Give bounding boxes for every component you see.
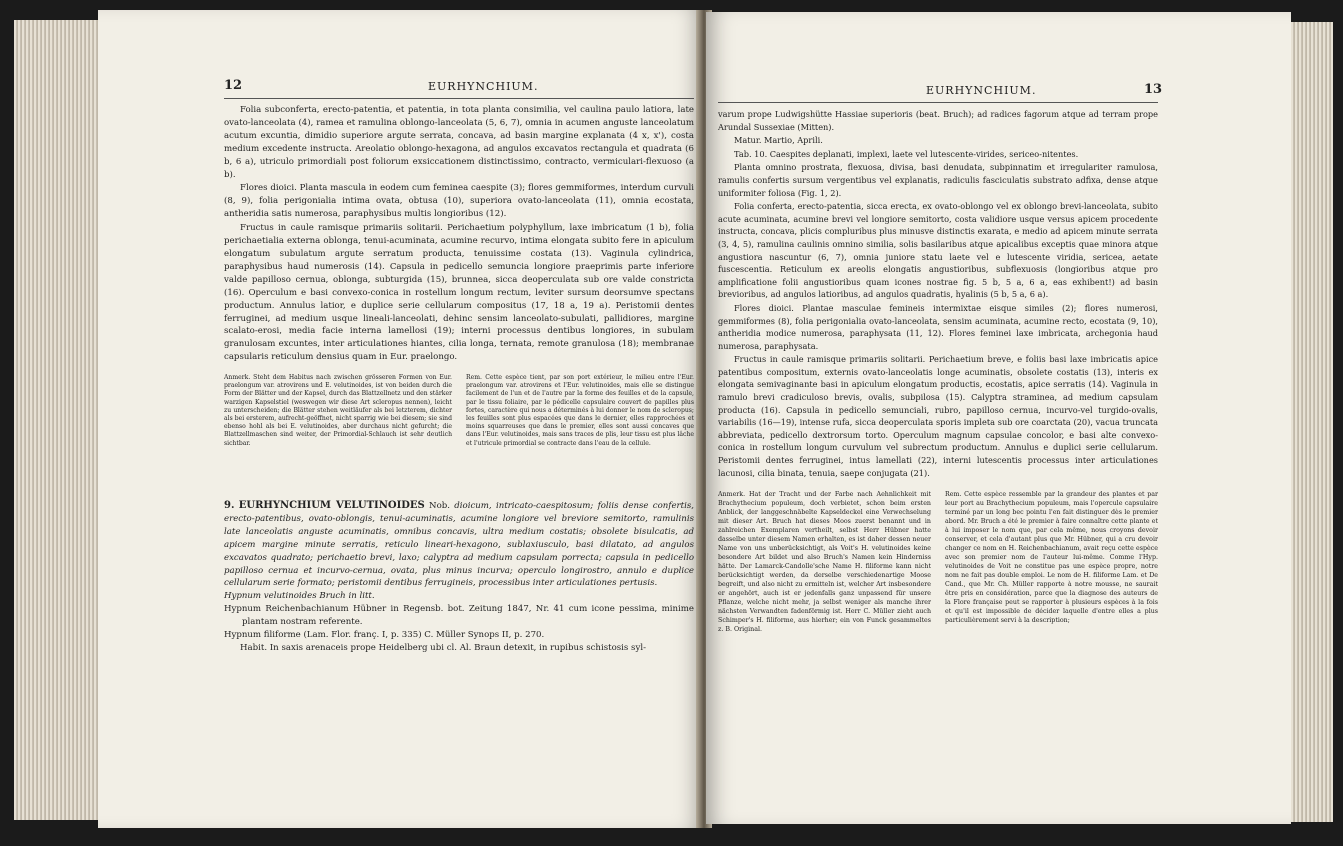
page-number-right: 13: [1144, 82, 1163, 97]
running-head-left: EURHYNCHIUM.: [428, 80, 539, 93]
note-french-left: Rem. Cette espèce tient, par son port extérieur, le milieu entre l'Eur. praelongum var. atrovirens et l'Eur. velutinoides, mais elle se distingue facilement de l'un et de l'autre par la forme des feuilles et de la capsule, par le tissu foliaire, par le pédicelle capsulaire couvert de papilles plus fortes, caractère qui nous a déterminés à lui donner le nom de scleropus; les feuilles sont plus espacées que dans le dernier, elles rapprochées et moins squarreuses que dans le premier, elles sont aussi concaves que dans l'Eur. velutinoides, mais sans traces de plis, leur tissu est plus lâche et l'utricule primordial se contracte dans l'eau de la cellule.: [466, 374, 694, 447]
paragraph-fructus-right: Fructus in caule ramisque primariis solitarii. Perichaetium breve, e foliis basi laxe imbricatis apice patentibus compositum, externis ovato-lanceolatis longe acuminatis, obsolete costatis (13), interis ex elongata semivaginante basi in apiculum elongatum productis, ecostatis, apice serratis (14). Vaginula in ramulo brevi cradiculoso brevis, ovalis, subpilosa (15). Calyptra straminea, ad medium capsulam producta (16). Capsula in pedicello semunciali, rubro, papilloso cernua, incurvo-vel turgido-ovalis, variabilis (16—19), intense rufa, sicca deoperculata sporis impleta sub ore coarctata (20), vacua truncata abbreviata, pedicello dextrorsum torto. Operculum magnum capsulae concolor, e basi alte convexo-conica in rostellum longum curvulum vel subrectum productum. Annulus e duplici serie cellularum. Peristomii dentes ferruginei, intus lamellati (22), interni lutescentis processus inter articulationes lacunosi, cilia binata, tenuia, saepe conjugata (21).: [718, 354, 1158, 478]
left-main-text: [224, 104, 694, 365]
page-number-left: 12: [224, 78, 243, 93]
species-author: Nob.: [429, 501, 450, 511]
right-notes: [718, 490, 1158, 790]
paragraph-folia-right: Folia conferta, erecto-patentia, sicca erecta, ex ovato-oblongo vel ex oblongo brevi-lanceolata, subito acute acuminata, acumine brevi vel longiore semitorto, costa validiore usque versus apicem procedente instructa, concava, plicis compluribus plus minusve distinctis exarata, e medio ad apicem minute serrata (3, 4, 5), ramulina caulinis omnino similia, solis basilaribus atque apicalibus exceptis quae minora atque angustiora nascuntur (6, 7), omnia juniore statu laete vel e lutescente viridia, sericea, aetate fuscescentia. Reticulum ex areolis elongatis angustioribus, subflexuosis (longioribus atque pro amplificatione folii angustioribus quam icones nostrae fig. 5 b, 5 a, 6 a, eas exhibent!) ad basin brevioribus, ad angulos latioribus, ad angulos quadratis, hyalinis (5 b, 5 a, 6 a).: [718, 201, 1158, 300]
paragraph-flores: Flores dioici. Planta mascula in eodem cum feminea caespite (3); flores gemmiformes, interdum curvuli (8, 9), folia perigonialia intima ovata, obtusa (10), superiora ovato-lanceolata (11), omnia ecostata, antheridia satis numerosa, paraphysibus multis longioribus (12).: [224, 183, 694, 220]
paragraph-folia: Folia subconferta, erecto-patentia, et patentia, in tota planta consimilia, vel caulina paulo latiora, late ovato-lanceolata (4), ramea et ramulina oblongo-lanceolata (5, 6, 7), omnia in acumen anguste lanceolatum acutum excuntia, dimidio superiore argute serrata, concava, ad basin margine explanata (4 x, x'), costa medium excedente instructa. Areolatio oblongo-hexagona, ad angulos excavatos rectangula et quadrata (6 b, 6 a), utriculo primordiali post foliorum exsiccationem distinctissimo, contracto, vermiculari-flexuoso (a b).: [224, 105, 694, 180]
species-number: 9.: [224, 500, 235, 511]
synonym-3: Hypnum filiforme (Lam. Flor. franç. I, p. 335) C. Müller Synops II, p. 270.: [224, 630, 545, 641]
paragraph-planta: Planta omnino prostrata, flexuosa, divisa, basi denudata, subpinnatim et irregulariter ramulosa, ramulis confertis sursum vergentibus vel explanatis, radiculis fasciculatis substrato adfixa, dense atque uniformiter foliosa (Fig. 1, 2).: [718, 162, 1158, 198]
synonym-2: Hypnum Reichenbachianum Hübner in Regensb. bot. Zeitung 1847, Nr. 41 cum icone pessima, minime plantam nostram referente.: [224, 604, 694, 628]
paragraph-habitat-cont: varum prope Ludwigshütte Hassiae superioris (beat. Bruch); ad radices fagorum atque ad terram prope Arundal Sussexiae (Mitten).: [718, 109, 1158, 132]
left-page: [98, 10, 703, 828]
book-page-edges-left: [14, 20, 104, 820]
species-name: EURHYNCHIUM VELUTINOIDES: [238, 500, 425, 511]
species-entry: [224, 500, 694, 655]
paragraph-tab: Tab. 10. Caespites deplanati, implexi, laete vel lutescente-virides, sericeo-nitentes.: [734, 148, 1079, 159]
head-rule-left: [224, 98, 694, 99]
right-main-text: [718, 108, 1158, 480]
running-head-right: EURHYNCHIUM.: [926, 84, 1037, 97]
left-notes: [224, 374, 694, 494]
right-page: [706, 12, 1291, 824]
note-french-right: Rem. Cette espèce ressemble par la grandeur des plantes et par leur port au Brachythecium populeum, mais l'opercule capsulaire terminé par un long bec pointu l'en fait distinguer dès le premier abord. Mr. Bruch a été le premier à faire connaître cette plante et à lui imposer le nom que, par cela même, nous croyons devoir conserver, et cela d'autant plus que Mr. Hübner, qui a cru devoir changer ce nom en H. Reichenbachianum, avait reçu cette espèce avec son premier nom de l'auteur lui-même. Comme l'Hyp. velutinoides de Voit ne constitue pas une espèce propre, notre nom ne fait pas double emploi. Le nom de H. filiforme Lam. et De Cand., que Mr. Ch. Müller rapporte à notre mousse, ne saurait être pris en considération, parce que la diagnose des auteurs de la Flore française peut se rapporter à plusieurs espèces à la fois et qu'il est impossible de décider laquelle d'entre elles a plus particulièrement servi à la description;: [945, 491, 1158, 624]
habitat-text: Habit. In saxis arenaceis prope Heidelberg ubi cl. Al. Braun detexit, in rupibus schistosis syl-: [240, 642, 646, 653]
note-german-right: Anmerk. Hat der Tracht und der Farbe nach Aehnlichkeit mit Brachythecium populeum, doch verbietet, schon beim ersten Anblick, der langgeschnäbelte Kapseldeckel eine Verwechselung mit dieser Art. Bruch hat dieses Moos zuerst benannt und in zahlreichen Exemplaren vertheilt, selbst Herr Hübner hatte dasselbe unter diesem Namen erhalten, es ist daher dessen neuer Name von uns unberücksichtigt, als Voit's H. velutinoides keine besondere Art bildet und also Bruch's Namen kein Hinderniss hätte. Der Lamarck-Candolle'sche Name H. filiforme kann nicht berücksichtigt werden, da derselbe verschiedenartige Moose begreift, und also nicht zu ermitteln ist, welcher Art insbesondere er angehört, auch ist er jedenfalls ganz unpassend für unsere Pflanze, welche nicht mehr, ja selbst weniger als manche ihrer nächsten Verwandten fadenförmig ist. Herr C. Müller zieht auch Schimper's H. filiforme, aus hierher; ein von Funck gesammeltes z. B. Original.: [718, 491, 931, 633]
paragraph-fructus: Fructus in caule ramisque primariis solitarii. Perichaetium polyphyllum, laxe imbricatum (1 b), folia perichaetialia externa oblonga, tenui-acuminata, acumine recurvo, intima elongata subito fere in apiculum elongatum subulatum argute serratum producta, tenuissime costata (13). Vaginula cylindrica, paraphysibus haud numerosis (14). Capsula in pedicello semuncia longiore praeprimis parte inferiore valde papilloso cernua, oblonga, subturgida (15), brunnea, sicca deoperculata sub ore valde constricta (16). Operculum e basi convexo-conica in rostellum longum rectum, leviter sursum deorsumve spectans productum. Annulus latior, e duplice serie cellularum compositus (17, 18 a, 19 a). Peristomii dentes ferruginei, ad medium usque lineali-lanceolati, dehinc sensim lanceolato-subulati, pallidiores, margine scalato-erosi, media facie interna lamellosi (19); interni processus dentibus longiores, in subulam granulosam excuntes, inter articulationes hiantes, cilia longa, ternata, remote granulosa (18); membranae capsularis reticulum densius quam in Eur. praelongo.: [224, 223, 694, 363]
paragraph-flores-right: Flores dioici. Plantae masculae femineis intermixtae eisque similes (2); flores numerosi, gemmiformes (8), folia perigonialia ovato-lanceolata, sensim acuminata, acumine recto, ecostata (9, 10), antheridia modice numerosa, paraphysata (11, 12). Flores feminei laxe imbricata, archegonia haud numerosa, paraphysata.: [718, 302, 1158, 351]
synonym-1: Hypnum velutinoides Bruch in litt.: [224, 591, 375, 602]
head-rule-right: [718, 102, 1158, 103]
species-diagnosis: dioicum, intricato-caespitosum; foliis dense confertis, erecto-patentibus, ovato-oblongis, tenui-acuminatis, acumine longiore vel breviore semitorto, ramulinis late lanceolatis anguste acuminatis, omnibus concavis, ultra medium costatis; obsolete bisulcatis, ad apicem margine minute serratis, reticulo lineari-hexagono, sublaxiusculo, basi dilatato, ad angulos excavatos quadrato; perichaetio brevi, laxo; calyptra ad medium capsulam porrecta; capsula in pedicello papilloso cernua et incurvo-cernua, ovata, plus minus incurva; operculo longirostro, annulo e duplice cellularum serie formato; peristomii dentibus ferrugineis, processibus inter articulationes pertusis.: [224, 501, 694, 589]
note-german-left: Anmerk. Steht dem Habitus nach zwischen grösseren Formen von Eur. praelongum var. atrovirens und E. velutinoides, ist von beiden durch die Form der Blätter und der Kapsel, durch das Blattzellnetz und den stärker warzigen Kapselstiel (weswegen wir diese Art scleropus nennen), leicht zu unterscheiden; die Blätter stehen weitläufer als bei letzterem, dichter als bei ersterem, aufrecht-geöffnet, nicht sparrig wie bei diesem; sie sind ebenso hohl als bei E. velutinoides, aber durchaus nicht gefurcht; die Blattzellmaschen sind weiter, der Primordial-Schlauch ist sehr deutlich sichtbar.: [224, 374, 452, 447]
paragraph-matur: Matur. Martio, Aprili.: [734, 135, 823, 146]
